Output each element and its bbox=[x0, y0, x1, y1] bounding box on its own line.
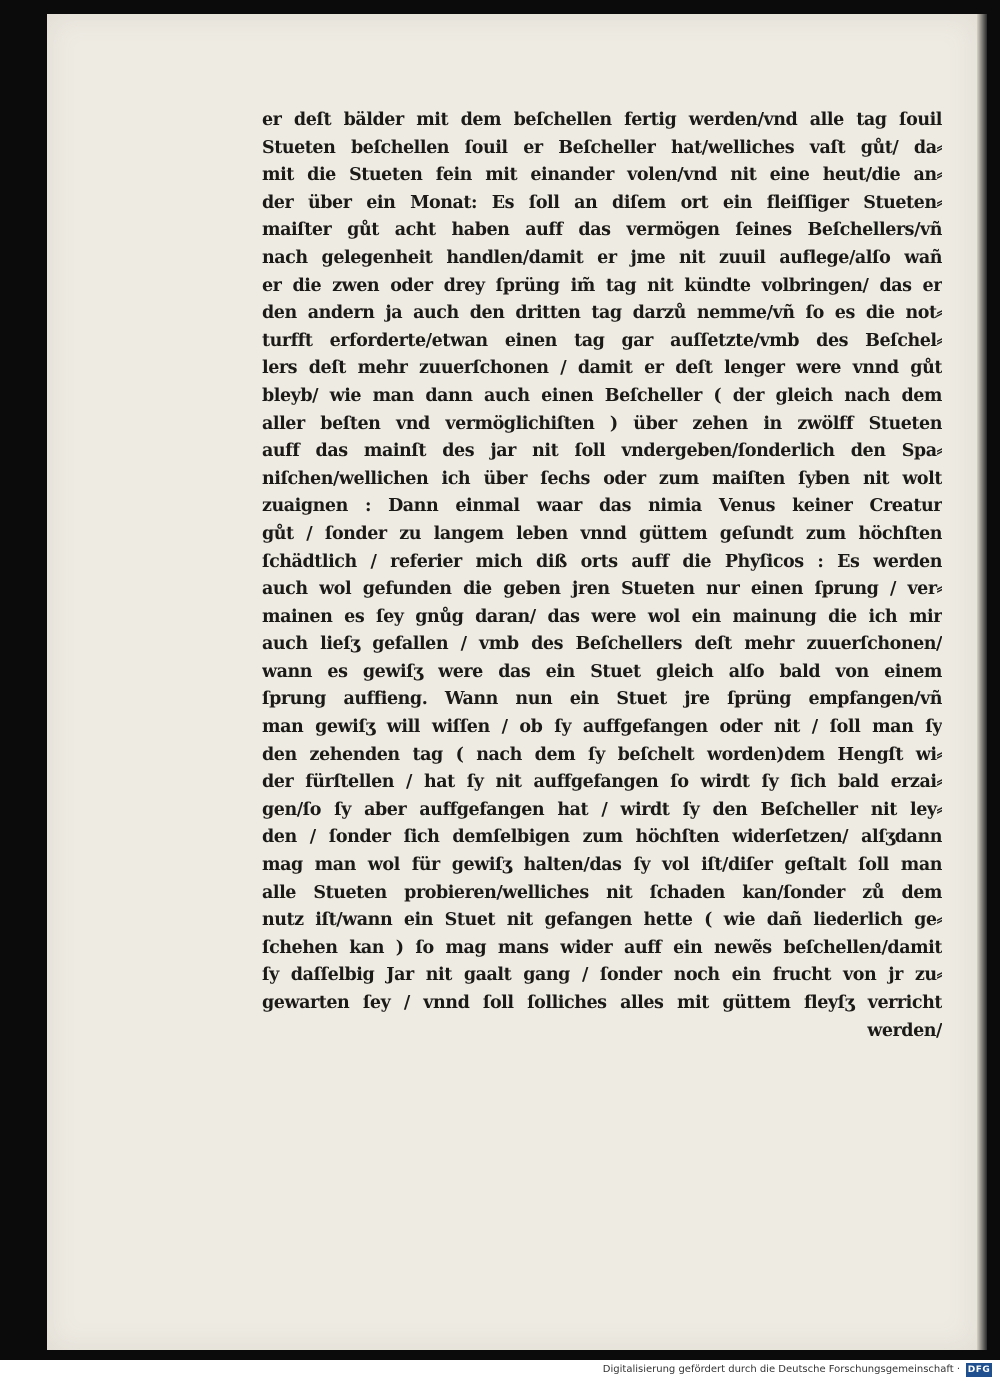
text-line: er deſt bälder mit dem beſchellen fertig werden/vnd alle tag ſouil bbox=[262, 110, 942, 130]
text-line: aller beſten vnd vermöglichiſten ) über zehen in zwölff Stueten bbox=[262, 413, 942, 434]
text-line: Stueten beſchellen ſouil er Beſcheller hat/welliches vaſt gůt/ da⸗ bbox=[262, 137, 942, 158]
text-line: auff das mainſt des jar nit ſoll vndergeben/ſonderlich den Spa⸗ bbox=[262, 441, 942, 462]
text-line: gewarten ſey / vnnd ſoll ſolliches alles mit güttem fleyſʒ verricht bbox=[262, 993, 942, 1013]
text-line: auch wol gefunden die geben jren Stueten nur einen ſprung / ver⸗ bbox=[262, 579, 942, 600]
text-line: ſprung auffieng. Wann nun ein Stuet jre ſprüng empfangen/vñ bbox=[262, 689, 942, 710]
text-line: niſchen/wellichen ich über ſechs oder zum maiſten ſyben nit wolt bbox=[262, 468, 942, 489]
text-line: nach gelegenheit handlen/damit er jme nit zuuil auflege/alſo wañ bbox=[262, 247, 942, 268]
text-line: lers deſt mehr zuuerſchonen / damit er deſt lenger were vnnd gůt bbox=[262, 358, 942, 379]
text-line: mit die Stueten fein mit einander volen/vnd nit eine heut/die an⸗ bbox=[262, 165, 942, 186]
text-line: gůt / ſonder zu langem leben vnnd güttem geſundt zum höchſten bbox=[262, 523, 942, 544]
text-line: den / ſonder ſich demſelbigen zum höchſten widerſetzen/ alſʒdann bbox=[262, 827, 942, 848]
footer-bar bbox=[0, 1360, 1000, 1382]
text-line: ſchädtlich / referier mich diß orts auff die Phyſicos : Es werden bbox=[262, 551, 942, 572]
text-line: der fürſtellen / hat ſy nit auffgefangen ſo wirdt ſy ſich bald erzai⸗ bbox=[262, 772, 942, 793]
text-line: zuaignen : Dann einmal waar das nimia Venus keiner Creatur bbox=[262, 496, 942, 517]
dfg-logo-icon: DFG bbox=[967, 1365, 991, 1375]
text-line: ſy daſſelbig Jar nit gaalt gang / ſonder noch ein frucht von jr zu⸗ bbox=[262, 965, 942, 986]
text-line: mag man wol für gewiſʒ halten/das ſy vol iſt/diſer geſtalt ſoll man bbox=[262, 855, 942, 876]
text-line: ſchehen kan ) ſo mag mans wider auff ein newẽs beſchellen/damit bbox=[262, 937, 942, 958]
text-line: turfft erforderte/etwan einen tag gar auſſetzte/vmb des Beſchel⸗ bbox=[262, 330, 942, 351]
text-line: den zehenden tag ( nach dem ſy beſchelt worden)dem Hengſt wi⸗ bbox=[262, 744, 942, 765]
text-line: mainen es ſey gnůg daran/ das were wol ein mainung die ich mir bbox=[262, 606, 942, 627]
funding-credit: Digitalisierung gefördert durch die Deutsche Forschungsgemeinschaft · bbox=[602, 1364, 960, 1375]
text-line: alle Stueten probieren/welliches nit ſchaden kan/ſonder zů dem bbox=[262, 882, 942, 903]
text-line: er die zwen oder drey ſprüng im̃ tag nit kündte volbringen/ das er bbox=[262, 275, 942, 296]
page-edge bbox=[977, 14, 987, 1350]
text-line: nutz iſt/wann ein Stuet nit gefangen hette ( wie dañ liederlich ge⸗ bbox=[262, 910, 942, 931]
text-line-catchword: werden/ bbox=[867, 1020, 942, 1041]
text-line: der über ein Monat: Es ſoll an diſem ort ein fleiſſiger Stueten⸗ bbox=[262, 192, 942, 213]
text-line: maiſter gůt acht haben auff das vermögen ſeines Beſchellers/vñ bbox=[262, 220, 942, 241]
blackletter-text-block bbox=[262, 107, 942, 1045]
text-line: wann es gewiſʒ were das ein Stuet gleich alſo bald von einem bbox=[262, 661, 942, 682]
text-line: bleyb/ wie man dann auch einen Beſcheller ( der gleich nach dem bbox=[262, 385, 942, 406]
text-line: auch lieſʒ gefallen / vmb des Beſchellers deſt mehr zuuerſchonen/ bbox=[262, 634, 942, 655]
text-line: man gewiſʒ will wiſſen / ob ſy auffgefangen oder nit / ſoll man ſy bbox=[262, 717, 942, 738]
text-line: den andern ja auch den dritten tag darzů nemme/vñ ſo es die not⸗ bbox=[262, 303, 942, 324]
text-line: gen/ſo ſy aber auffgefangen hat / wirdt ſy den Beſcheller nit ley⸗ bbox=[262, 799, 942, 820]
